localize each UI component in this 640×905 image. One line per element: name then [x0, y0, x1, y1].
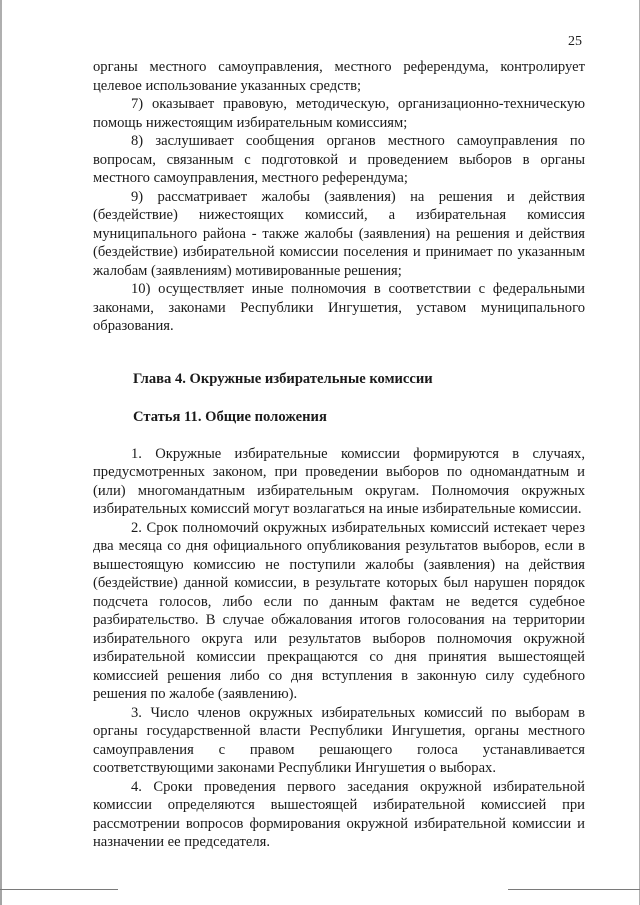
scan-bottom-rule-left — [0, 889, 118, 890]
scan-left-edge — [0, 0, 2, 905]
article-clause-3: 3. Число членов окружных избирательных комиссий по выборам в органы государственной власти Республики Ингушетия, органы местного самоуправления с правом решающего голоса устанавливается соответствующими законами Республики Ингушетия о выборах. — [93, 704, 585, 776]
article-clause-1: 1. Окружные избирательные комиссии формируются в случаях, предусмотренных законом, при проведении выборов по одномандатным и (или) многомандатным избирательным округам. Полномочия окружных избирательных комиссий могут возлагаться на иные избирательные комиссии. — [93, 445, 585, 517]
article-title: Статья 11. Общие положения — [133, 409, 327, 425]
paragraph-item-9: 9) рассматривает жалобы (заявления) на решения и действия (бездействие) нижестоящих комиссий, а избирательная комиссия муниципального района - также жалобы (заявления) на решения и действия (бездействие) избирательной комиссии поселения и принимает по указанным жалобам (заявлениям) мотивированные решения; — [93, 188, 585, 279]
paragraph-continuation: органы местного самоуправления, местного референдума, контролирует целевое использование указанных средств; — [93, 59, 585, 94]
paragraph-item-10: 10) осуществляет иные полномочия в соответствии с федеральными законами, законами Республики Ингушетия, уставом муниципального образования. — [93, 281, 585, 334]
paragraph-item-7: 7) оказывает правовую, методическую, организационно-техническую помощь нижестоящим избирательным комиссиям; — [93, 96, 585, 131]
scan-bottom-rule-right — [508, 889, 640, 890]
article-clause-4: 4. Сроки проведения первого заседания окружной избирательной комиссии определяются вышестоящей избирательной комиссией при рассмотрении вопросов формирования окружной избирательной комиссии и назначении ее председателя. — [93, 778, 585, 850]
article-clause-2: 2. Срок полномочий окружных избирательных комиссий истекает через два месяца со дня официального опубликования результатов выборов, если в вышестоящую комиссию не поступили жалобы (заявления) на действия (бездействие) данной комиссии, в результате которых был нарушен порядок подсчета голосов, либо если по данным фактам не ведется судебное разбирательство. В случае обжалования итогов голосования на территории избирательного округа или результатов выборов полномочия окружной избирательной комиссии прекращаются со дня принятия вышестоящей комиссией решения либо со дня вступления в законную силу судебного решения по жалобе (заявлению). — [93, 519, 585, 702]
document-body — [93, 58, 585, 852]
chapter-title: Глава 4. Окружные избирательные комиссии — [133, 370, 433, 387]
page-number: 25 — [568, 34, 582, 49]
paragraph-item-8: 8) заслушивает сообщения органов местного самоуправления по вопросам, связанным с подготовкой и проведением выборов в органы местного самоуправления, местного референдума; — [93, 133, 585, 186]
